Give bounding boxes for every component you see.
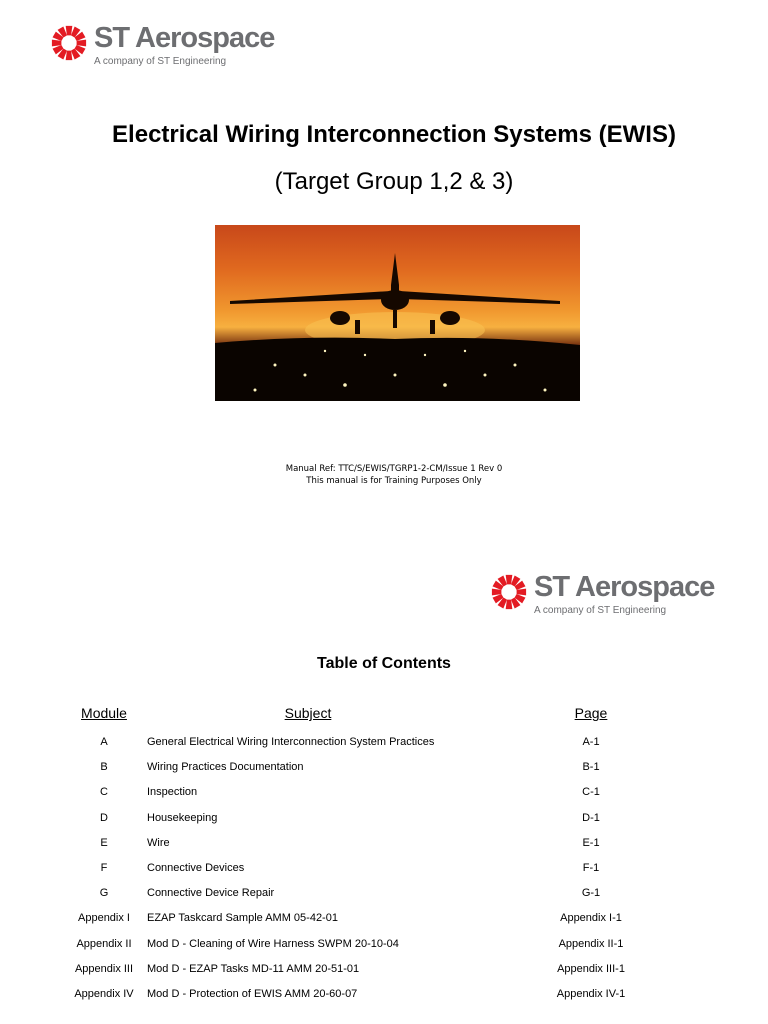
toc-page: E-1 — [582, 836, 600, 849]
toc-subject: Wire — [147, 836, 170, 849]
toc-subject: Connective Device Repair — [147, 887, 275, 900]
sunburst-logo-icon — [50, 24, 88, 62]
toc-page: G-1 — [581, 887, 601, 900]
logo-tagline: A company of ST Engineering — [94, 56, 227, 67]
toc-page: Appendix I-1 — [560, 912, 622, 925]
toc-page: F-1 — [582, 862, 600, 874]
toc-subject: Mod D - Cleaning of Wire Harness SWPM 20-10-04 — [147, 937, 399, 950]
toc-module: G — [99, 887, 109, 900]
training-notice: This manual is for Training Purposes Only — [306, 476, 482, 486]
toc-subject: Mod D - Protection of EWIS AMM 20-60-07 — [147, 988, 358, 1000]
toc-page: Appendix IV-1 — [556, 988, 626, 1000]
document-title: Electrical Wiring Interconnection Systems (EWIS) — [112, 121, 676, 148]
toc-row — [0, 837, 768, 857]
header-module: Module — [81, 705, 127, 721]
toc-module: B — [100, 761, 108, 774]
toc-page: C-1 — [582, 786, 600, 799]
manual-reference: Manual Ref: TTC/S/EWIS/TGRP1-2-CM/Issue 1 Rev 0 — [285, 464, 503, 474]
toc-module: D — [100, 811, 108, 824]
logo-name: ST Aerospace — [94, 22, 275, 54]
toc-subject: General Electrical Wiring Interconnection System Practices — [147, 736, 435, 748]
toc-subject: Connective Devices — [147, 862, 245, 874]
toc-subject: Housekeeping — [147, 811, 218, 824]
toc-title: Table of Contents — [317, 655, 451, 672]
toc-page: Appendix III-1 — [557, 962, 625, 975]
toc-module: Appendix II — [76, 937, 132, 950]
toc-page: B-1 — [582, 761, 600, 774]
toc-row — [0, 963, 768, 983]
toc-module: A — [100, 736, 108, 748]
toc-row — [0, 938, 768, 958]
toc-row — [0, 812, 768, 832]
toc-module: C — [100, 786, 108, 799]
toc-row — [0, 786, 768, 806]
toc-module: E — [100, 836, 108, 849]
cover-photo-airplane-sunset — [215, 225, 580, 401]
toc-module: Appendix IV — [74, 988, 134, 1000]
toc-page: D-1 — [582, 811, 600, 824]
header-subject: Subject — [284, 705, 332, 721]
toc-module: Appendix III — [74, 962, 134, 975]
toc-row — [0, 862, 768, 882]
toc-page: A-1 — [582, 736, 600, 748]
toc-module: Appendix I — [78, 912, 130, 925]
toc-subject: EZAP Taskcard Sample AMM 05-42-01 — [147, 912, 338, 925]
logo-name: ST Aerospace — [534, 571, 715, 603]
toc-page: Appendix II-1 — [558, 937, 624, 950]
st-aerospace-logo-secondary — [490, 573, 714, 616]
toc-row — [0, 887, 768, 907]
toc-module: F — [100, 862, 108, 874]
toc-row — [0, 988, 768, 1008]
toc-row — [0, 912, 768, 932]
logo-tagline: A company of ST Engineering — [534, 605, 667, 616]
toc-subject: Wiring Practices Documentation — [147, 761, 304, 774]
header-page: Page — [574, 705, 608, 721]
st-aerospace-logo — [50, 24, 274, 67]
sunburst-logo-icon — [490, 573, 528, 611]
toc-row — [0, 736, 768, 756]
document-subtitle: (Target Group 1,2 & 3) — [274, 168, 514, 195]
toc-subject: Mod D - EZAP Tasks MD-11 AMM 20-51-01 — [147, 962, 360, 975]
toc-row — [0, 761, 768, 781]
toc-subject: Inspection — [147, 786, 198, 799]
